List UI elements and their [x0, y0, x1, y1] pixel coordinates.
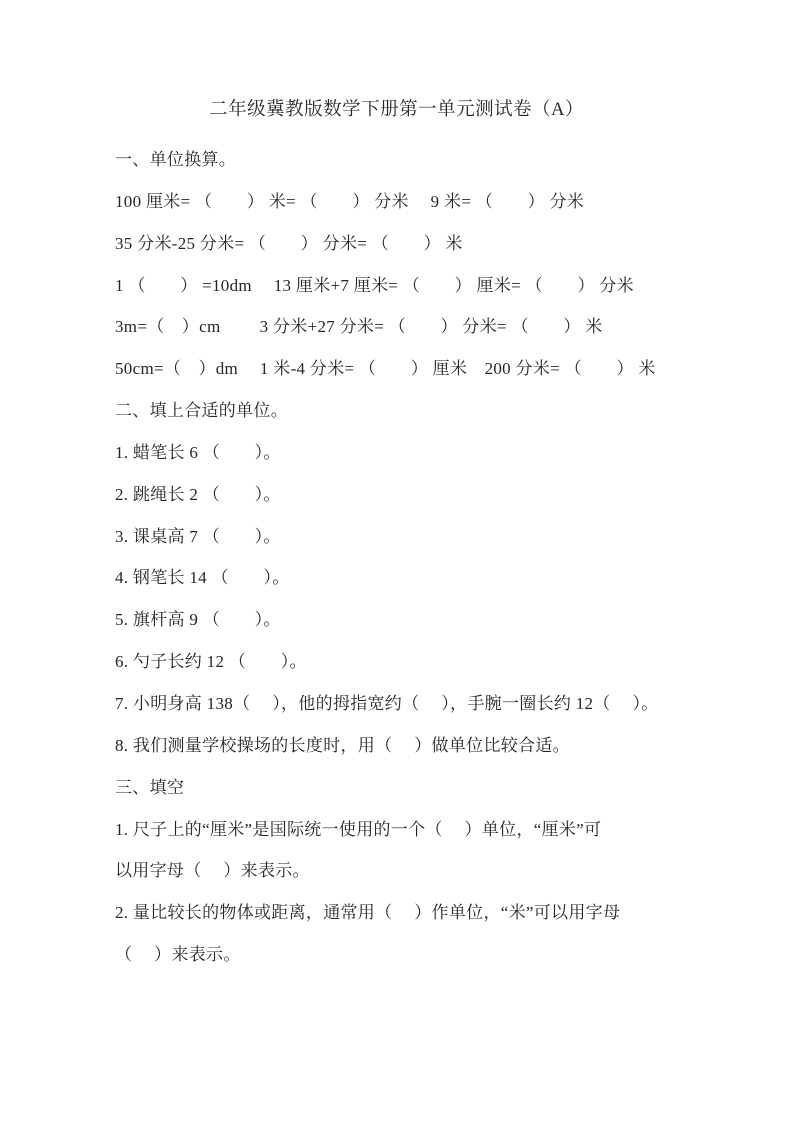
exercise-line: 7. 小明身高 138（ ），他的拇指宽约（ ），手腕一圈长约 12（ ）。	[115, 693, 659, 713]
exercise-line: 2. 跳绳长 2 （ ）。	[115, 484, 281, 504]
exercise-line: 6. 勺子长约 12 （ ）。	[115, 652, 307, 672]
section-2-heading: 二、填上合适的单位。	[115, 401, 288, 421]
section-3-heading: 三、填空	[115, 777, 185, 797]
exercise-line: 5. 旗杆高 9 （ ）。	[115, 610, 281, 630]
exercise-line: 100 厘米= （ ） 米= （ ） 分米 9 米= （ ） 分米	[115, 191, 585, 211]
exercise-line: 3m=（ ）cm 3 分米+27 分米= （ ） 分米= （ ） 米	[115, 317, 603, 337]
exercise-line: 8. 我们测量学校操场的长度时，用（ ）做单位比较合适。	[115, 735, 570, 755]
exercise-line: 以用字母（ ）来表示。	[115, 861, 310, 881]
exercise-line: 1 （ ） =10dm 13 厘米+7 厘米= （ ） 厘米= （ ） 分米	[115, 275, 634, 295]
page-title: 二年级冀教版数学下册第一单元测试卷（A）	[209, 100, 584, 120]
exercise-line: （ ）来表示。	[115, 945, 241, 965]
exercise-line: 3. 课桌高 7 （ ）。	[115, 526, 281, 546]
exercise-line: 1. 尺子上的“厘米”是国际统一使用的一个（ ）单位，“厘米”可	[115, 819, 602, 839]
exercise-line: 2. 量比较长的物体或距离，通常用（ ）作单位，“米”可以用字母	[115, 903, 621, 923]
exercise-line: 50cm=（ ）dm 1 米-4 分米= （ ） 厘米 200 分米= （ ） 米	[115, 359, 656, 379]
exercise-line: 1. 蜡笔长 6 （ ）。	[115, 442, 281, 462]
section-1-heading: 一、单位换算。	[115, 150, 237, 169]
exercise-line: 4. 钢笔长 14 （ ）。	[115, 568, 290, 588]
document-body	[115, 139, 715, 976]
exercise-line: 35 分米-25 分米= （ ） 分米= （ ） 米	[115, 233, 463, 253]
